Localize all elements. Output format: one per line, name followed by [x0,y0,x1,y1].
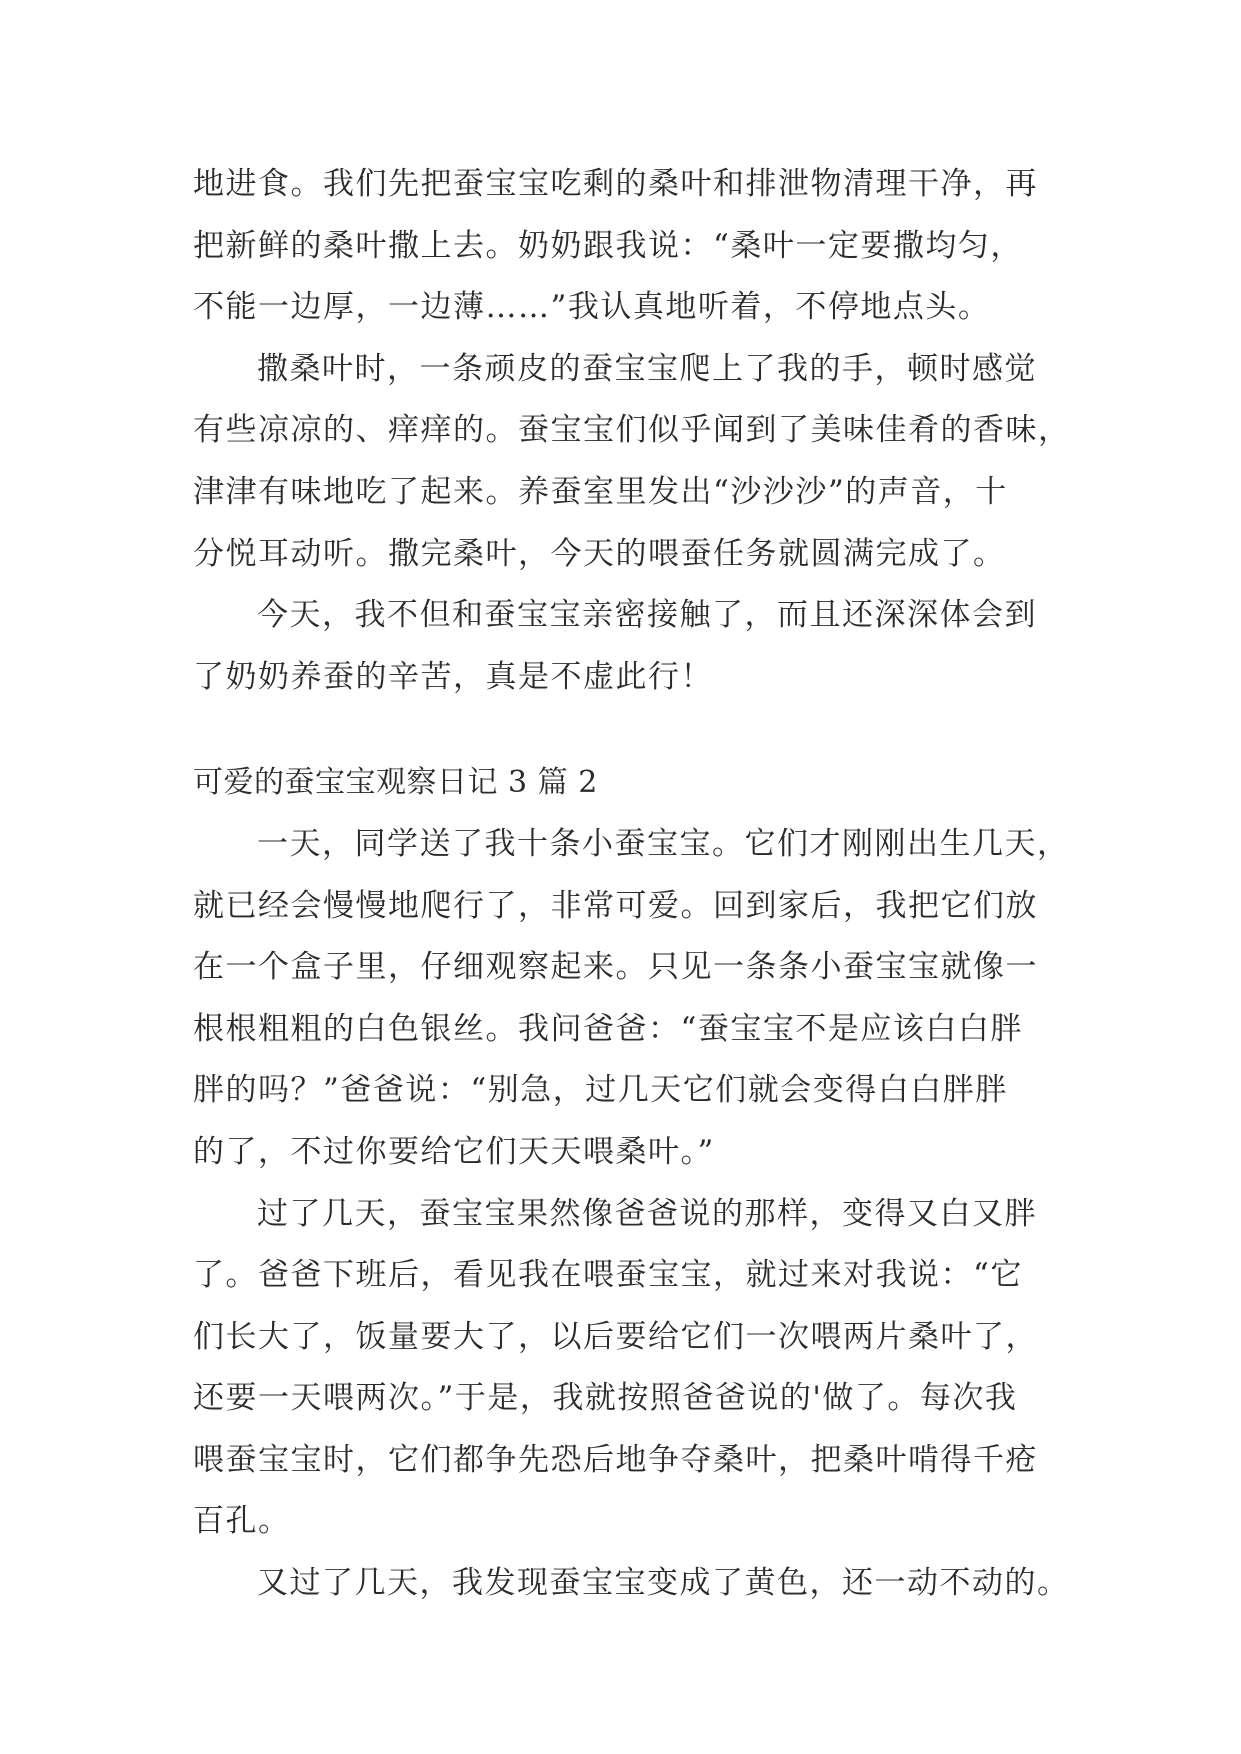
text-line: 胖的吗？”爸爸说：“别急，过几天它们就会变得白白胖胖 [193,1072,1008,1109]
text-line: 了奶奶养蚕的辛苦，真是不虚此行！ [193,658,713,695]
text-line: 把新鲜的桑叶撒上去。奶奶跟我说：“桑叶一定要撒均匀， [193,227,1023,264]
paragraph [193,814,1070,1184]
text-line: 们长大了，饭量要大了，以后要给它们一次喂两片桑叶了， [193,1318,1038,1355]
section-spacer [193,708,1053,752]
paragraph [193,1553,1070,1615]
text-line: 今天，我不但和蚕宝宝亲密接触了，而且还深深体会到 [257,597,1037,634]
text-line: 了。爸爸下班后，看见我在喂蚕宝宝，就过来对我说：“它 [193,1257,1023,1294]
text-line: 不能一边厚，一边薄……”我认真地听着，不停地点头。 [193,289,991,326]
text-line: 有些凉凉的、痒痒的。蚕宝宝们似乎闻到了美味佳肴的香味， [193,412,1071,449]
document-body [193,154,1071,1615]
paragraph [193,585,1053,708]
text-line: 分悦耳动听。撒完桑叶，今天的喂蚕任务就圆满完成了。 [193,535,1006,572]
text-line: 的了，不过你要给它们天天喂桑叶。” [193,1133,715,1170]
text-line: 还要一天喂两次。”于是，我就按照爸爸说的'做了。每次我 [193,1380,1018,1417]
text-line: 喂蚕宝宝时，它们都争先恐后地争夺桑叶，把桑叶啃得千疮 [193,1441,1038,1478]
text-line: 就已经会慢慢地爬行了，非常可爱。回到家后，我把它们放 [193,887,1038,924]
text-line: 地进食。我们先把蚕宝宝吃剩的桑叶和排泄物清理干净，再 [193,166,1038,202]
text-line: 津津有味地吃了起来。养蚕室里发出“沙沙沙”的声音，十 [193,473,1008,510]
text-line: 过了几天，蚕宝宝果然像爸爸说的那样，变得又白又胖 [257,1195,1037,1232]
text-line: 百孔。 [193,1503,291,1540]
paragraph-continued [193,154,1053,339]
paragraph [193,339,1071,585]
text-line: 一天，同学送了我十条小蚕宝宝。它们才刚刚出生几天， [257,825,1070,862]
paragraph [193,1184,1053,1554]
text-line: 根根粗粗的白色银丝。我问爸爸：“蚕宝宝不是应该白白胖 [193,1010,1023,1047]
text-line: 在一个盒子里，仔细观察起来。只见一条条小蚕宝宝就像一 [193,949,1038,986]
section-title: 可爱的蚕宝宝观察日记 3 篇 2 [193,765,598,801]
text-line: 又过了几天，我发现蚕宝宝变成了黄色，还一动不动的。 [257,1565,1070,1602]
text-line: 撒桑叶时，一条顽皮的蚕宝宝爬上了我的手，顿时感觉 [257,350,1037,387]
